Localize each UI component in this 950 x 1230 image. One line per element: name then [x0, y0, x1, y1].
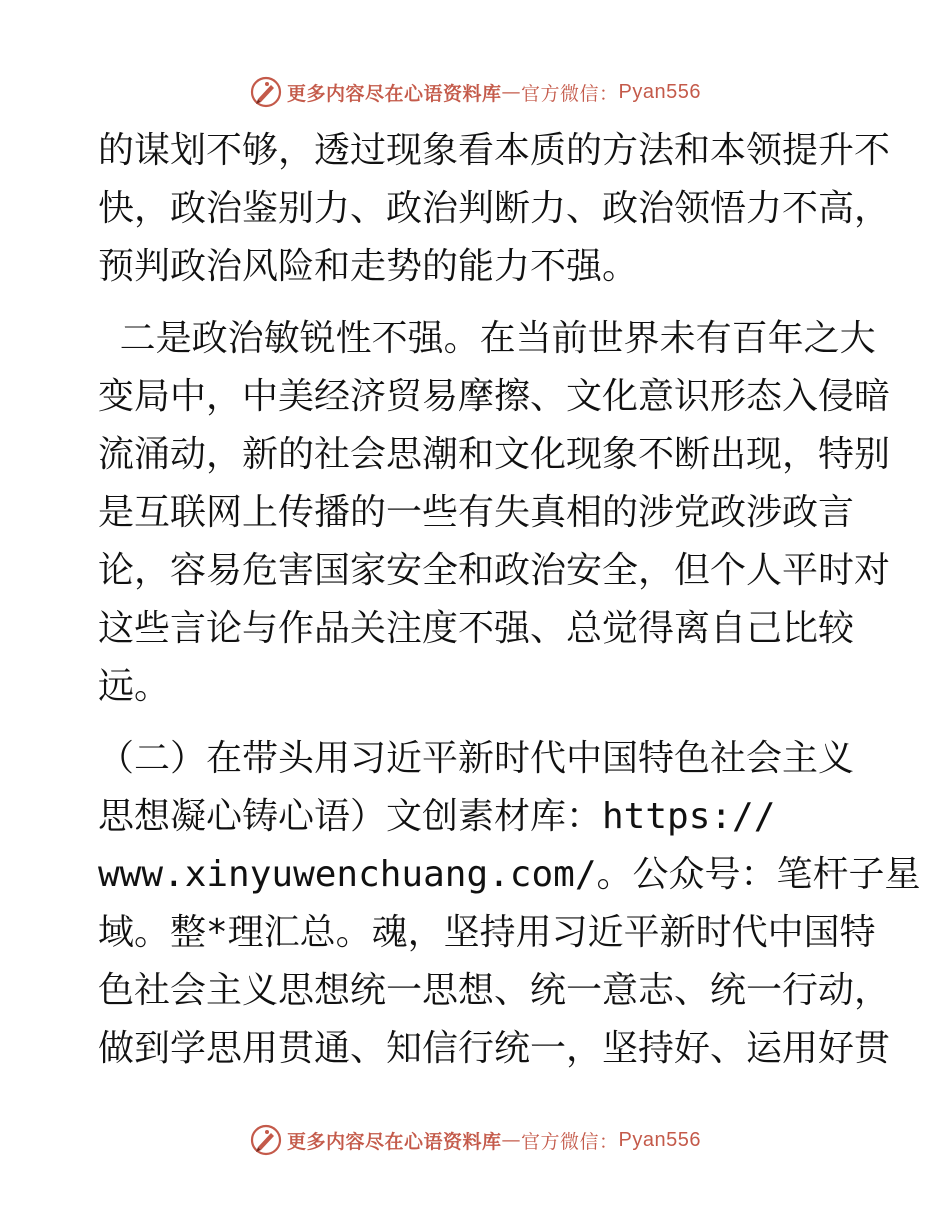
- banner-handle: Pyan556: [618, 1128, 701, 1151]
- banner-handle: Pyan556: [618, 80, 701, 103]
- text-line: 的谋划不够，透过现象看本质的方法和本领提升不: [98, 130, 891, 171]
- text-line: 快，政治鉴别力、政治判断力、政治领悟力不高，: [98, 188, 891, 229]
- paragraph: [98, 122, 891, 296]
- text-line: 论，容易危害国家安全和政治安全，但个人平时对: [98, 550, 891, 591]
- paragraph: [98, 310, 891, 716]
- text-line: 是互联网上传播的一些有失真相的涉党政涉政言: [98, 492, 855, 533]
- text-line: 远。: [98, 666, 171, 707]
- banner-wechat-label: 官方微信：: [521, 1130, 619, 1153]
- header-banner: [0, 72, 950, 112]
- banner-separator: —: [501, 81, 522, 103]
- banner-main-text: 更多内容尽在心语资料库: [287, 82, 502, 105]
- banner-wechat-label: 官方微信：: [521, 82, 619, 105]
- text-line: 思想凝心铸心语）文创素材库：https://: [98, 796, 776, 837]
- text-line: 域。整*理汇总。魂，坚持用习近平新时代中国特: [98, 912, 876, 953]
- text-line: （二）在带头用习近平新时代中国特色社会主义: [98, 738, 855, 779]
- banner-main-text: 更多内容尽在心语资料库: [287, 1130, 502, 1153]
- pen-logo-icon: [249, 1123, 283, 1157]
- text-line: 二是政治敏锐性不强。在当前世界未有百年之大: [98, 318, 876, 359]
- paragraph: [98, 730, 921, 1078]
- footer-banner: [0, 1120, 950, 1160]
- document-body: [98, 122, 921, 1078]
- pen-logo-icon: [249, 75, 283, 109]
- text-line: www.xinyuwenchuang.com/。公众号：笔杆子星: [98, 854, 921, 895]
- text-line: 变局中，中美经济贸易摩擦、文化意识形态入侵暗: [98, 376, 891, 417]
- text-line: 做到学思用贯通、知信行统一，坚持好、运用好贯: [98, 1028, 891, 1069]
- text-line: 这些言论与作品关注度不强、总觉得离自己比较: [98, 608, 855, 649]
- banner-separator: —: [501, 1129, 522, 1151]
- text-line: 预判政治风险和走势的能力不强。: [98, 246, 639, 287]
- text-line: 流涌动，新的社会思潮和文化现象不断出现，特别: [98, 434, 891, 475]
- text-line: 色社会主义思想统一思想、统一意志、统一行动，: [98, 970, 891, 1011]
